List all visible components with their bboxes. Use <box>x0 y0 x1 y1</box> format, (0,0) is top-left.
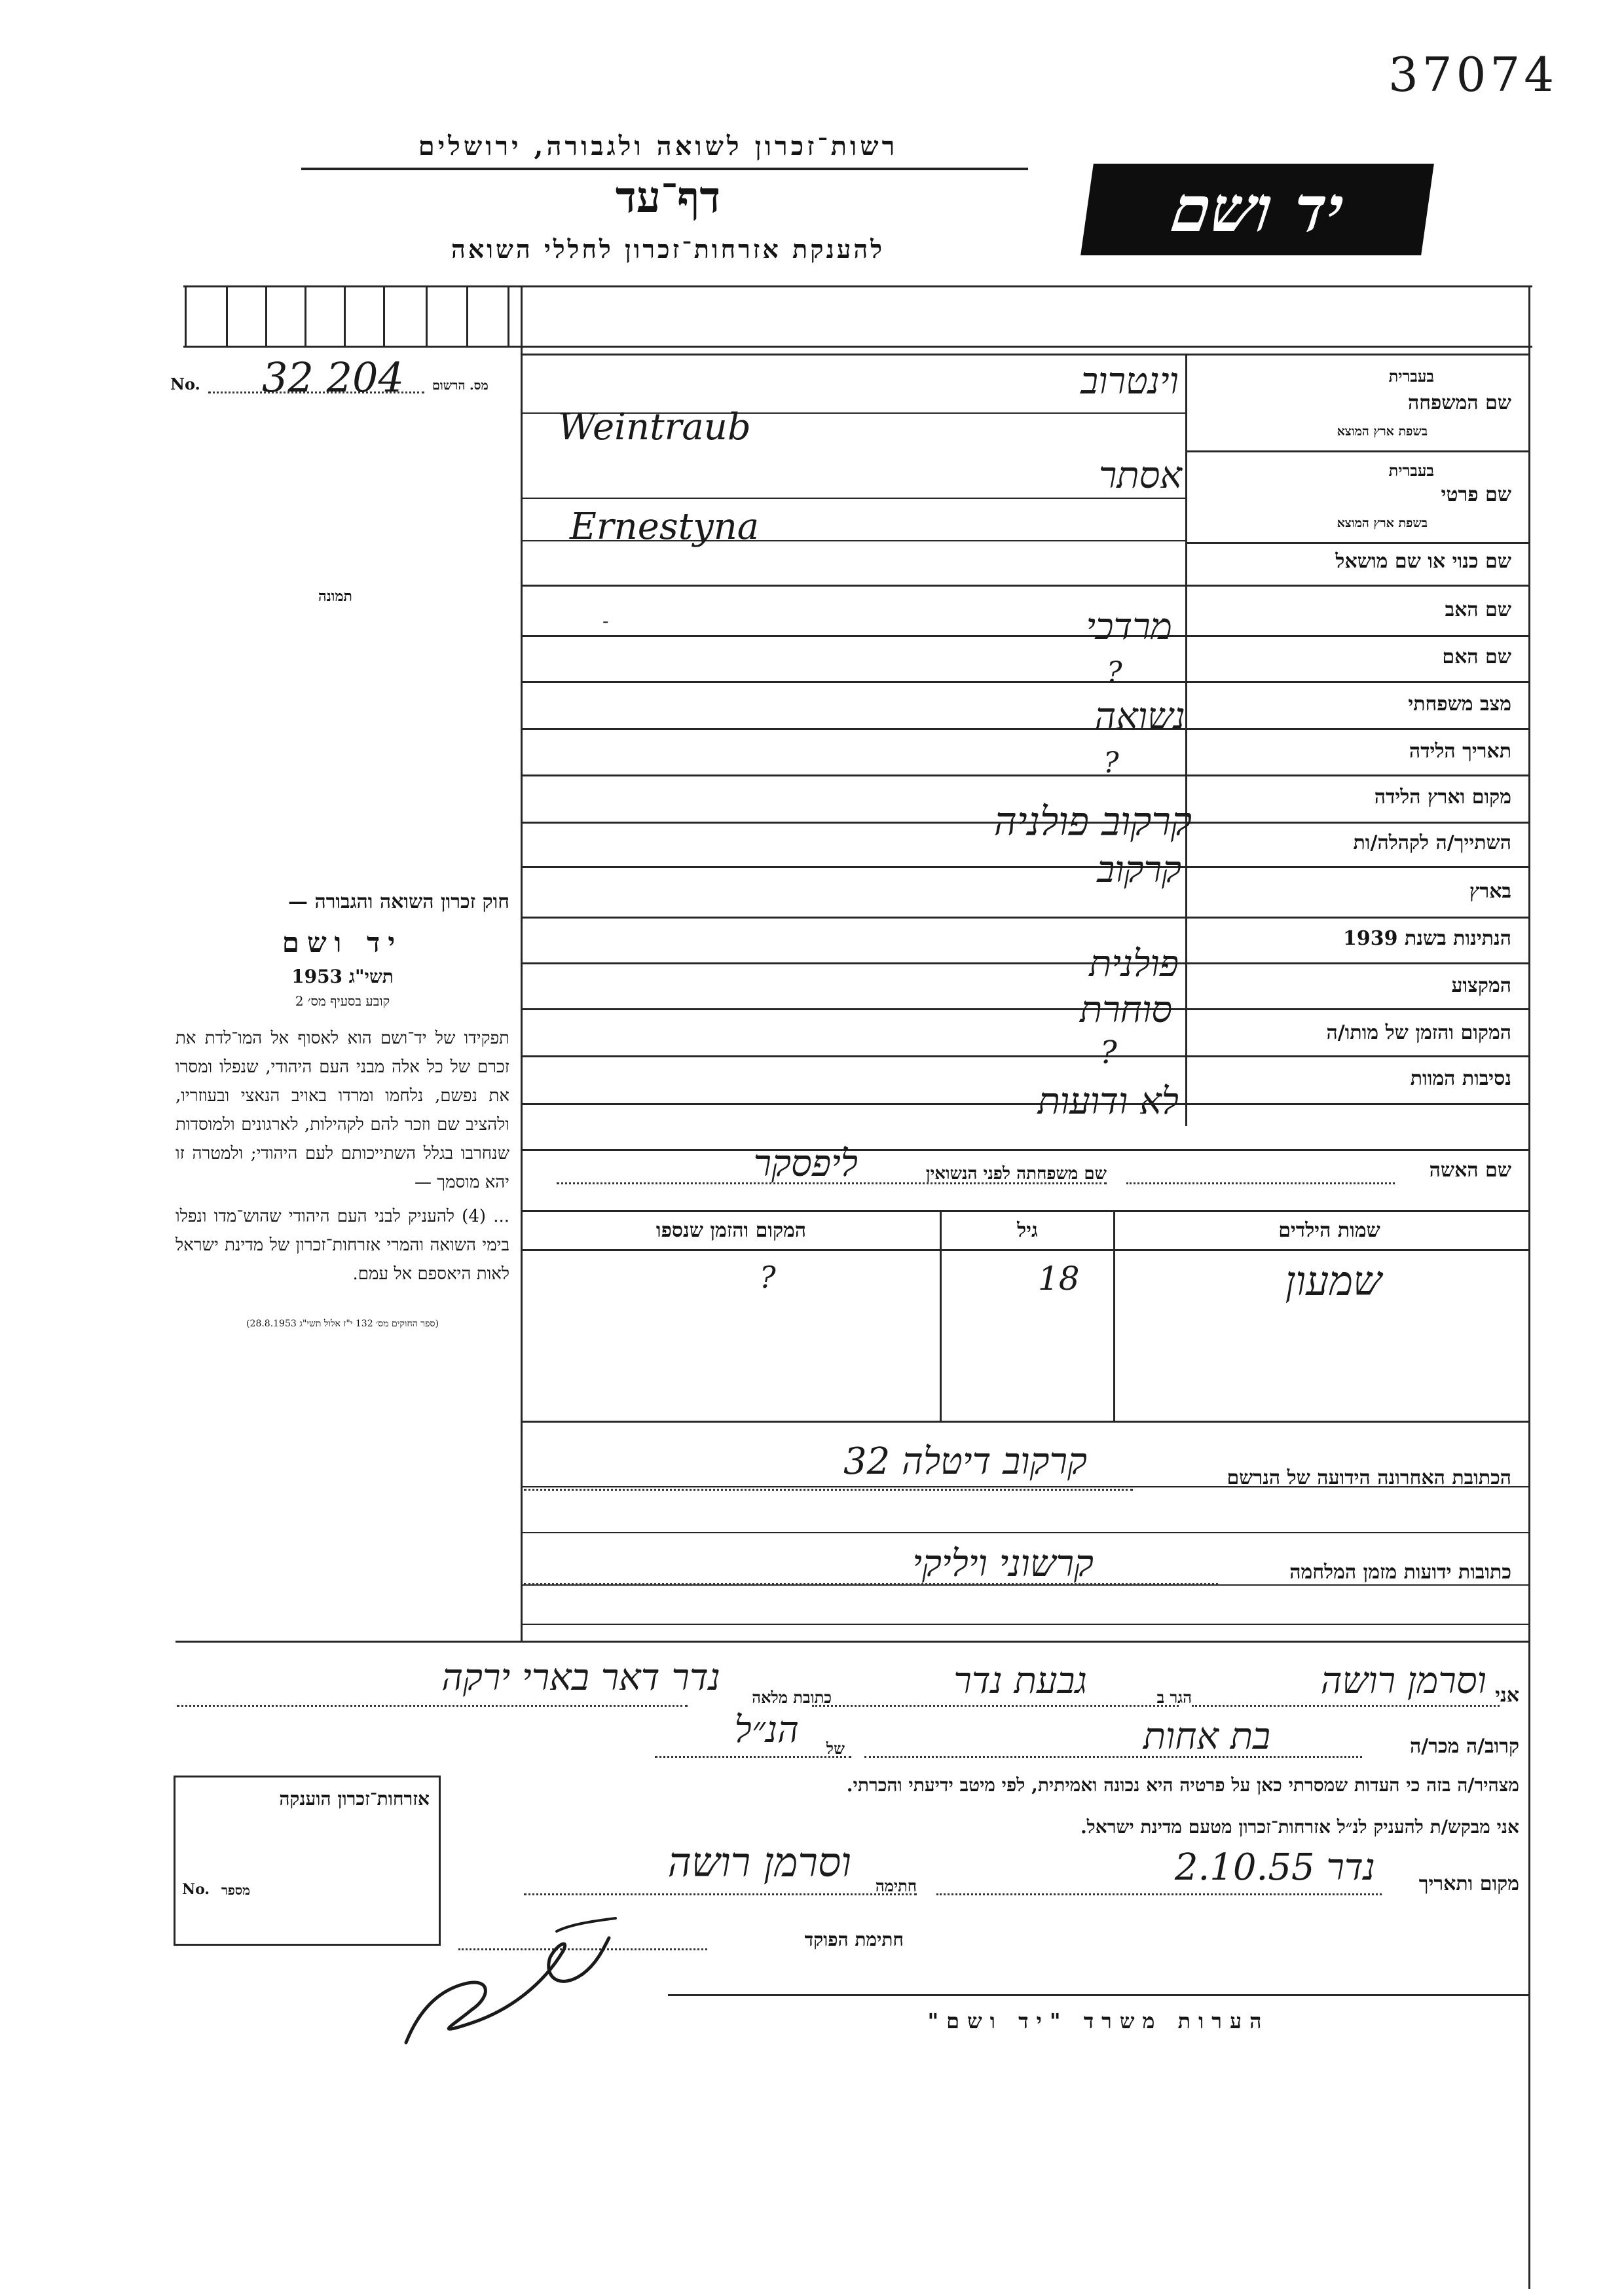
statement-2: אני מבקש/ת להעניק לנ״ל אזרחות־זכרון מטעם מדינת ישראל. <box>1080 1816 1519 1838</box>
archive-number: 37074 <box>1388 47 1559 102</box>
office-notes-label: הערות משרד "יד ושם" <box>927 2009 1270 2033</box>
law-text-1: תפקידו של יד־ושם הוא לאסוף אל המו־לדת את זכרם של כל אלה מבני העם היהודי, שנפלו ומסרו את נפשם, נלחמו ומרדו באויב הנאצי ובעוזריו, ולהציב שם וזכר להם לקהילות, לארגונים ולמוסדות שנחרבו בגלל השתייכותם לעם היהודי; ולמטרה זו יהא מוסמך — <box>175 1029 509 1192</box>
first-name-label: שם פרטי <box>1441 483 1511 506</box>
photo-label: תמונה <box>318 588 352 605</box>
maiden-name-label: שם משפחתה לפני הנשואין <box>925 1164 1107 1184</box>
family-name-hebrew-sub: בעברית <box>1388 367 1434 386</box>
registration-label-he: מס. הרשום <box>432 378 489 393</box>
family-name-hebrew-value: וינטרוב <box>1080 360 1179 403</box>
form-title: דף־עד <box>615 172 721 223</box>
law-clause: קובע בסעיף מס׳ 2 <box>295 993 390 1009</box>
children-place-header: המקום והזמן שנספו <box>655 1219 807 1242</box>
registration-number: 32 204 <box>262 354 404 401</box>
first-name-hebrew-sub: בעברית <box>1388 461 1434 480</box>
last-address-value: קרקוב דיטלה 32 <box>843 1440 1087 1483</box>
certificate-number-en: No. <box>182 1881 210 1898</box>
certificate-title: אזרחות־זכרון הוענקה <box>279 1788 430 1810</box>
declarant-name: וסרמן רושה <box>1320 1660 1486 1702</box>
nationality-value: פולנית <box>1089 943 1179 985</box>
community-value: קרקוב <box>1097 848 1181 891</box>
community-label: השתייך/ה לקהלה/ות <box>1353 831 1511 854</box>
place-date-value: נדר 2.10.55 <box>1174 1846 1375 1889</box>
death-place-value: ? <box>1100 1034 1117 1071</box>
first-name-origin-sub: בשפת ארץ המוצא <box>1337 516 1428 530</box>
marital-status-value: נשואה <box>1094 695 1185 738</box>
nickname-value: - <box>602 610 609 632</box>
family-name-origin-sub: בשפת ארץ המוצא <box>1337 424 1428 439</box>
relative-value: בת אחות <box>1143 1715 1270 1758</box>
death-circumstances-value: לא ודועות <box>1037 1080 1179 1123</box>
of-value: הנ״ל <box>734 1709 799 1751</box>
signature-value: וסרמן רושה <box>667 1838 851 1886</box>
authority-title: רשות־זכרון לשואה ולגבורה, ירושלים <box>418 131 898 162</box>
law-year: תשי"ג 1953 <box>291 966 394 987</box>
child-name: שמעון <box>1285 1257 1382 1305</box>
last-address-label: הכתובת האחרונה הידועה של הנרשם <box>1227 1467 1511 1489</box>
form-subtitle: להענקת אזרחות־זכרון לחללי השואה <box>451 234 885 264</box>
children-names-header: שמות הילדים <box>1278 1219 1380 1242</box>
marital-status-label: מצב משפחתי <box>1408 693 1511 716</box>
profession-label: המקצוע <box>1451 974 1511 997</box>
nationality-label: הנתינות בשנת 1939 <box>1342 927 1511 950</box>
law-title: חוק זכרון השואה והגבורה — <box>288 890 509 913</box>
declarant-i-label: אני <box>1495 1684 1519 1707</box>
officer-signature-label: חתימת הפוקד <box>804 1929 904 1950</box>
country-label: בארץ <box>1469 880 1511 903</box>
residing-label: הגר ב <box>1156 1688 1192 1707</box>
maiden-name-value: ליפסקר <box>753 1142 858 1185</box>
child-place-time: ? <box>760 1260 776 1295</box>
wartime-address-value: קרשוני ויליקי <box>912 1542 1094 1585</box>
full-address-value: נדר דאר בארי ירקה <box>441 1656 720 1699</box>
signature-label: חתימה <box>875 1876 917 1895</box>
first-name-hebrew-value: אסתר <box>1098 454 1182 497</box>
children-age-header: גיל <box>1017 1219 1038 1242</box>
father-name-label: שם האב <box>1445 598 1511 621</box>
birth-place-label: מקום וארץ הלידה <box>1374 786 1511 809</box>
residing-value: גבעת נדר <box>953 1660 1087 1702</box>
full-address-label: כתובת מלאה <box>752 1688 832 1707</box>
birth-place-value: קרקוב פולניה <box>993 799 1192 845</box>
birth-date-value: ? <box>1103 746 1119 780</box>
family-name-origin-value: Weintraub <box>558 406 751 448</box>
yad-vashem-logo: יד ושם <box>1080 164 1434 255</box>
statement-1: מצהיר/ה בזה כי העדות שמסרתי כאן על פרטיה היא נכונה ואמיתית, לפי מיטב ידיעתי והכרתי. <box>846 1774 1519 1796</box>
nickname-label: שם כנוי או שם מושאל <box>1335 550 1511 573</box>
family-name-label: שם המשפחה <box>1407 392 1511 414</box>
law-box <box>175 890 509 1330</box>
profession-value: סוחרת <box>1080 989 1172 1031</box>
of-label: של <box>826 1739 845 1758</box>
law-name: יד ושם <box>282 926 403 958</box>
birth-date-label: תאריך הלידה <box>1409 740 1511 763</box>
law-citation: (ספר החוקים מס׳ 132 י"ז אלול תשי"ג 28.8.1953) <box>246 1319 439 1329</box>
death-circumstances-label: נסיבות המוות <box>1410 1067 1511 1090</box>
father-name-value: מרדכי <box>1086 606 1172 648</box>
death-place-label: המקום והזמן של מותו/ה <box>1326 1021 1511 1044</box>
officer-signature-scribble <box>393 1912 629 2056</box>
child-age: 18 <box>1038 1260 1080 1298</box>
certificate-number-he: מספר <box>221 1882 250 1898</box>
spouse-label: שם האשה <box>1429 1159 1511 1182</box>
law-text-2: ... (4) להעניק לבני העם היהודי שהוש־מדו ונפלו בימי השואה והמרי אזרחות־זכרון של מדינת ישראל לאות היאספם אל עמם. <box>175 1207 509 1284</box>
place-date-label: מקום ותאריך <box>1418 1872 1519 1895</box>
relative-label: קרוב/ה מכר/ה <box>1410 1735 1519 1758</box>
wartime-address-label: כתובות ידועות מזמן המלחמה <box>1289 1561 1511 1584</box>
first-name-origin-value: Ernestyna <box>570 505 760 548</box>
mother-name-label: שם האם <box>1442 646 1511 668</box>
registration-label-en: No. <box>170 374 200 393</box>
mother-name-value: ? <box>1107 656 1122 689</box>
